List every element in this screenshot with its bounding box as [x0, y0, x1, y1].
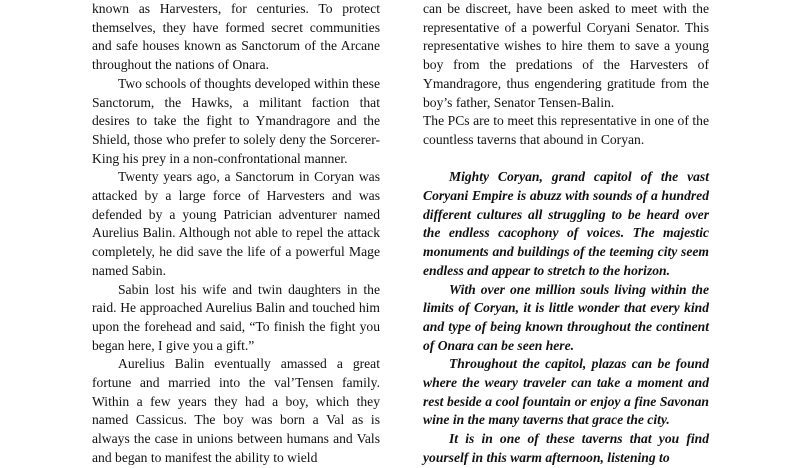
read-aloud-paragraph-3: Throughout the capitol, plazas can be found where the weary traveler can take a moment and rest beside a cool fountain or enjoy a fine Savonan wine in the many taverns that grace the city.	[423, 356, 709, 428]
read-aloud-paragraph-4: It is in one of these taverns that you find yourself in this warm afternoon, listening to	[423, 431, 709, 465]
paragraph-gap	[423, 150, 709, 169]
left-paragraph-3: Sabin lost his wife and twin daughters in the raid. He approached Aurelius Balin and touched him upon the forehead and said, “To finish the fight you began here, I give you a gift.”	[92, 281, 380, 353]
right-column	[423, 0, 709, 468]
right-paragraph-1: The PCs are to meet this representative in one of the countless taverns that abound in Coryan.	[423, 113, 709, 147]
left-paragraph-0: known as Harvesters, for centuries. To protect themselves, they have formed secret communities and safe houses known as Sanctorum of the Arcane throughout the nations of Onara.	[92, 1, 380, 73]
read-aloud-paragraph-2: With over one million souls living within the limits of Coryan, it is little wonder that every kind and type of being known throughout the continent of Onara can be seen here.	[423, 281, 709, 353]
left-paragraph-2: Twenty years ago, a Sanctorum in Coryan was attacked by a large force of Harvesters and was defended by a young Patrician adventurer named Aurelius Balin. Although not able to repel the attack completely, he did save the life of a powerful Mage named Sabin.	[92, 169, 380, 278]
left-paragraph-1: Two schools of thoughts developed within these Sanctorum, the Hawks, a militant faction that desires to take the fight to Ymandragore and the Shield, those who prefer to solely deny the Sorcerer-King his prey in a non-confrontational manner.	[92, 75, 380, 166]
read-aloud-paragraph-1: Mighty Coryan, grand capitol of the vast Coryani Empire is abuzz with sounds of a hundred different cultures all struggling to be heard over the endless cacophony of voices. The majestic monuments and buildings of the teeming city seem endless and appear to stretch to the horizon.	[423, 169, 709, 278]
right-paragraph-0: can be discreet, have been asked to meet with the representative of a powerful Coryani Senator. This representative wishes to hire them to save a young boy from the predations of the Harvesters of Ymandragore, thus engendering gratitude from the boy’s father, Senator Tensen-Balin.	[423, 1, 709, 110]
left-paragraph-4: Aurelius Balin eventually amassed a great fortune and married into the val’Tensen family. Within a few years they had a boy, which they named Cassicus. The boy was born a Val as is always the case in unions between humans and Vals and began to manifest the ability to wield	[92, 356, 380, 465]
left-column	[92, 0, 380, 468]
